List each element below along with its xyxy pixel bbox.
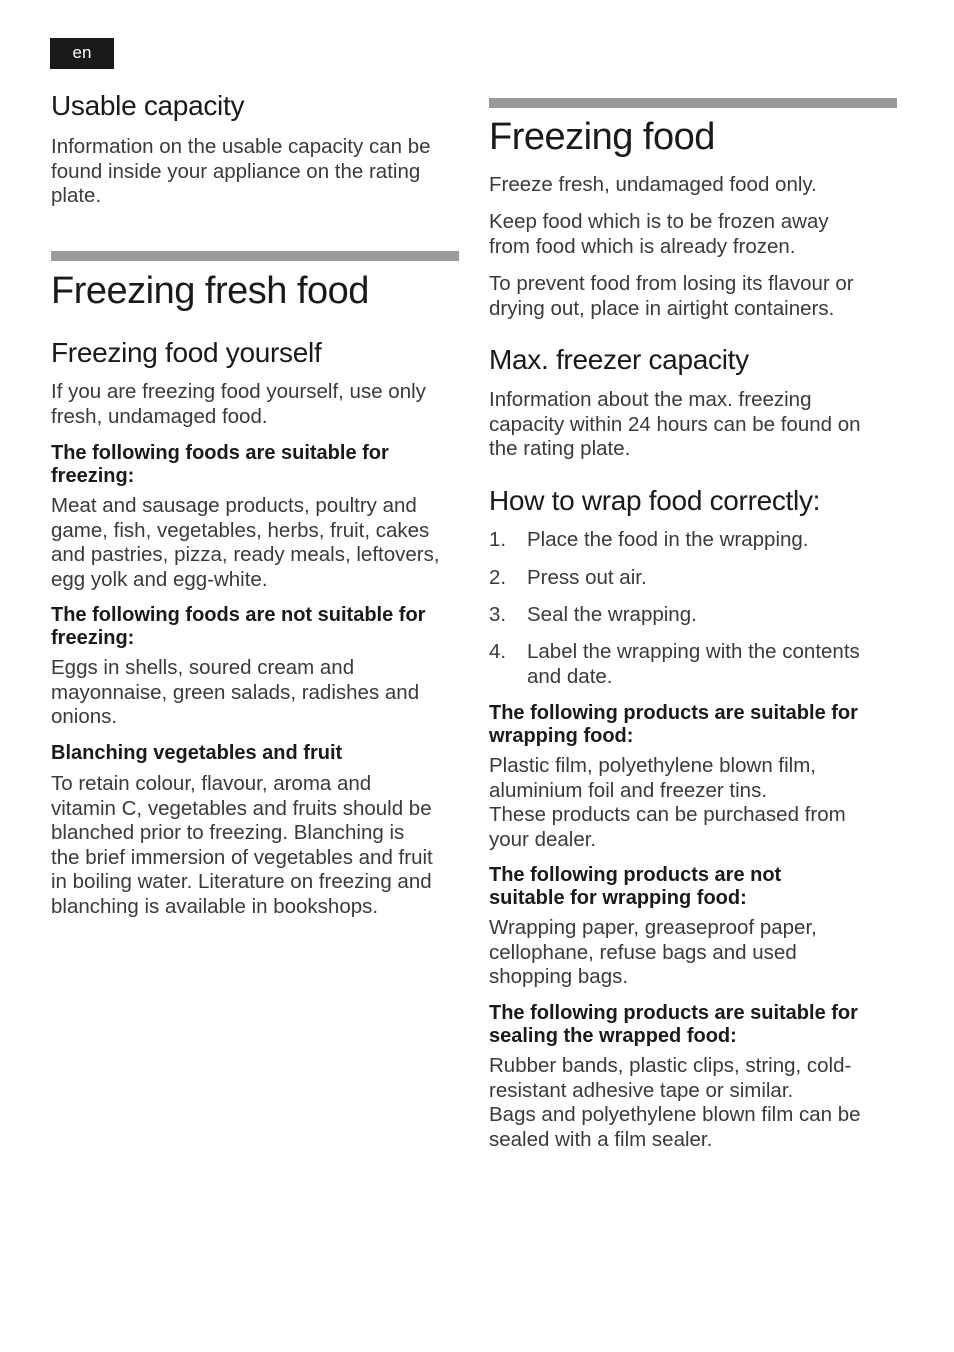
list-number: 3. [489,603,507,626]
sealing-label: The following products are suitable for sealing the wrapped food: [489,1002,858,1047]
not-suitable-foods-text: Eggs in shells, soured cream and mayonnaise, green salads, radishes and onions. [51,656,420,728]
list-item [489,528,899,553]
list-text: Place the food in the wrapping. [527,528,809,551]
wrap-suitable-label: The following products are suitable for wrapping food: [489,702,858,747]
suitable-foods-label: The following foods are suitable for freezing: [51,442,389,487]
blanching-label: Blanching vegetables and fruit [51,742,343,764]
freezing-food-title: Freezing food [489,116,715,158]
language-tab: en [50,38,114,69]
usable-capacity-heading: Usable capacity [51,90,245,121]
freezing-food-p2: Keep food which is to be frozen away from food which is already frozen. [489,210,829,258]
max-capacity-heading: Max. freezer capacity [489,344,749,375]
freezing-food-p1: Freeze fresh, undamaged food only. [489,173,817,196]
section-divider [489,98,897,108]
list-text: Press out air. [527,566,647,589]
not-suitable-foods-label: The following foods are not suitable for freezing: [51,604,426,649]
list-item [489,566,899,591]
wrap-not-suitable-label: The following products are not suitable for wrapping food: [489,864,782,909]
section-divider [51,251,459,261]
list-text: Label the wrapping with the contents and date. [527,640,860,688]
suitable-foods-text: Meat and sausage products, poultry and game, fish, vegetables, herbs, fruit, cakes and pastries, pizza, ready meals, leftovers, egg yolk and egg-white. [51,494,440,591]
max-capacity-text: Information about the max. freezing capacity within 24 hours can be found on the rating plate. [489,388,861,460]
list-number: 2. [489,566,507,589]
freezing-food-p3: To prevent food from losing its flavour or drying out, place in airtight containers. [489,272,854,320]
usable-capacity-text: Information on the usable capacity can be found inside your appliance on the rating plate. [51,135,431,207]
list-item [489,640,899,689]
sealing-text: Rubber bands, plastic clips, string, cold-resistant adhesive tape or similar. [489,1054,852,1102]
sealing-note: Bags and polyethylene blown film can be sealed with a film sealer. [489,1103,861,1151]
blanching-text: To retain colour, flavour, aroma and vitamin C, vegetables and fruits should be blanched prior to freezing. Blanching is the brief immersion of vegetables and fruit in boiling water. Literature on freezing and blanching is available in bookshops. [51,772,433,918]
list-item [489,603,899,628]
wrap-suitable-text: Plastic film, polyethylene blown film, aluminium foil and freezer tins. [489,754,816,802]
wrap-heading: How to wrap food correctly: [489,485,821,516]
wrap-suitable-note: These products can be purchased from your dealer. [489,803,846,851]
freezing-yourself-intro: If you are freezing food yourself, use only fresh, undamaged food. [51,380,426,428]
list-number: 1. [489,528,507,551]
freezing-fresh-food-title: Freezing fresh food [51,270,369,312]
list-text: Seal the wrapping. [527,603,697,626]
freezing-food-yourself-heading: Freezing food yourself [51,337,322,368]
list-number: 4. [489,640,507,663]
wrap-not-suitable-text: Wrapping paper, greaseproof paper, cellophane, refuse bags and used shopping bags. [489,916,817,988]
